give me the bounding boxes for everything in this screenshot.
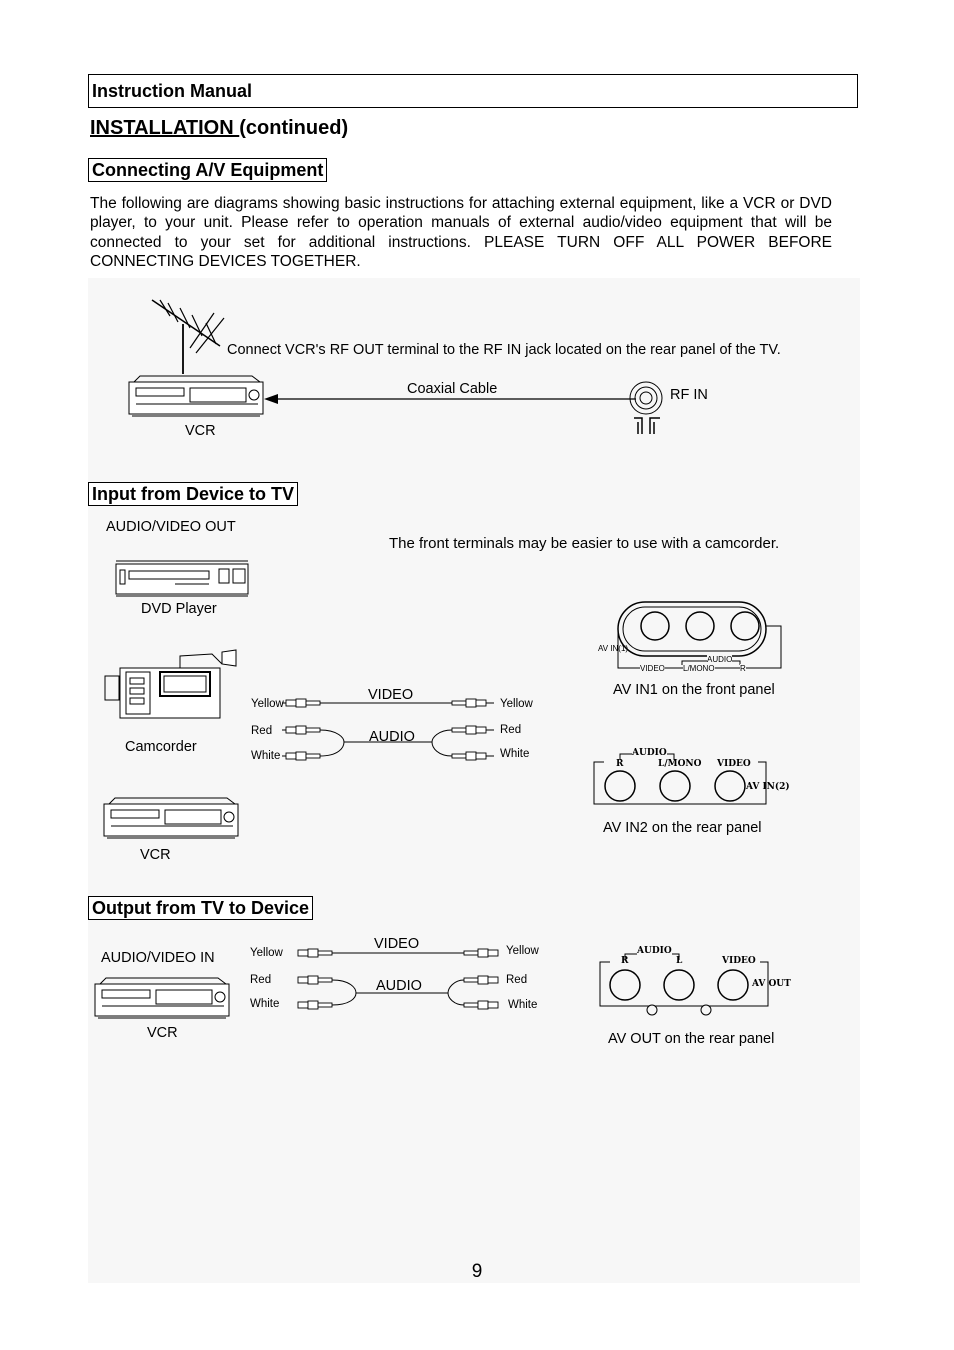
dvd-player-label: DVD Player bbox=[141, 601, 217, 617]
dvd-player-icon bbox=[115, 560, 251, 598]
in-right-plug-white: White bbox=[500, 748, 530, 760]
rear2-r-label: R bbox=[616, 759, 624, 769]
out-right-plug-yellow: Yellow bbox=[506, 945, 539, 957]
rear-panel-av-in2 bbox=[590, 748, 790, 810]
rear-out-r-label: R bbox=[621, 956, 629, 966]
rf-in-jack-icon bbox=[628, 380, 668, 440]
vcr-icon bbox=[128, 374, 264, 418]
coaxial-cable-label: Coaxial Cable bbox=[407, 381, 498, 397]
output-vcr-label: VCR bbox=[147, 1025, 178, 1041]
front-r-label: R bbox=[740, 664, 746, 673]
front-panel-caption: AV IN1 on the front panel bbox=[613, 682, 775, 698]
front-av-in1-label: AV IN(1) bbox=[598, 644, 629, 653]
av-out-label: AUDIO/VIDEO OUT bbox=[106, 519, 236, 535]
out-audio-label: AUDIO bbox=[376, 978, 422, 994]
input-vcr-label: VCR bbox=[140, 847, 171, 863]
rf-instruction: Connect VCR's RF OUT terminal to the RF IN jack located on the rear panel of the TV. bbox=[227, 342, 781, 358]
out-left-plug-white: White bbox=[250, 998, 280, 1010]
av-in-label: AUDIO/VIDEO IN bbox=[101, 950, 215, 966]
output-section-title: Output from TV to Device bbox=[88, 896, 313, 920]
in-left-plug-yellow: Yellow bbox=[251, 698, 284, 710]
in-right-plug-red: Red bbox=[500, 724, 522, 736]
rear2-av-in2-label: AV IN(2) bbox=[746, 782, 790, 792]
out-right-plug-white: White bbox=[508, 999, 538, 1011]
out-video-label: VIDEO bbox=[374, 936, 420, 952]
rear-panel-av-out-caption: AV OUT on the rear panel bbox=[608, 1031, 775, 1047]
page-title bbox=[90, 117, 348, 140]
rear-out-video-label: VIDEO bbox=[722, 956, 756, 966]
in-left-plug-white: White bbox=[251, 750, 281, 762]
antenna-icon bbox=[150, 298, 230, 378]
output-vcr-icon bbox=[94, 976, 230, 1020]
rf-vcr-label: VCR bbox=[185, 423, 216, 439]
front-lmono-label: L/MONO bbox=[683, 664, 715, 673]
rear2-audio-label: AUDIO bbox=[632, 748, 667, 758]
front-audio-label: AUDIO bbox=[707, 655, 733, 664]
output-av-cables bbox=[294, 946, 508, 1016]
rear-out-l-label: L bbox=[676, 956, 683, 966]
page-number: 9 bbox=[471, 1261, 483, 1282]
intro-paragraph: The following are diagrams showing basic instructions for attaching external equipment, like a VCR or DVD player, to your unit. Please refer to operation manuals of external audio/video equipment that will be connected to your set for additional instructions. PLEASE TURN OFF ALL POWER BEFORE CONNECTING DEVICES TOGETHER. bbox=[90, 195, 832, 270]
camcorder-label: Camcorder bbox=[125, 739, 197, 755]
in-left-plug-red: Red bbox=[251, 725, 273, 737]
page-title-suffix: (continued) bbox=[239, 117, 349, 139]
out-left-plug-yellow: Yellow bbox=[250, 947, 283, 959]
rf-in-label: RF IN bbox=[670, 387, 708, 403]
rear-out-audio-label: AUDIO bbox=[637, 946, 672, 956]
rear-out-av-out-label: AV OUT bbox=[752, 979, 791, 989]
input-vcr-icon bbox=[103, 796, 239, 840]
camcorder-note: The front terminals may be easier to use with a camcorder. bbox=[389, 535, 780, 552]
input-section-title: Input from Device to TV bbox=[88, 482, 298, 506]
rear2-lmono-label: L/MONO bbox=[658, 759, 702, 769]
in-right-plug-yellow: Yellow bbox=[500, 698, 533, 710]
front-video-label: VIDEO bbox=[640, 664, 665, 673]
input-av-cables bbox=[282, 696, 502, 766]
in-audio-label: AUDIO bbox=[369, 729, 415, 745]
in-video-label: VIDEO bbox=[368, 687, 414, 703]
connecting-title: Connecting A/V Equipment bbox=[88, 158, 327, 182]
out-right-plug-red: Red bbox=[506, 974, 528, 986]
page-title-main: INSTALLATION bbox=[90, 117, 240, 139]
rear2-video-label: VIDEO bbox=[717, 759, 751, 769]
out-left-plug-red: Red bbox=[250, 974, 272, 986]
front-panel-av-in1 bbox=[596, 598, 786, 673]
camcorder-icon bbox=[102, 650, 240, 722]
manual-header: Instruction Manual bbox=[88, 74, 858, 108]
rear-panel-av-in2-caption: AV IN2 on the rear panel bbox=[603, 820, 762, 836]
